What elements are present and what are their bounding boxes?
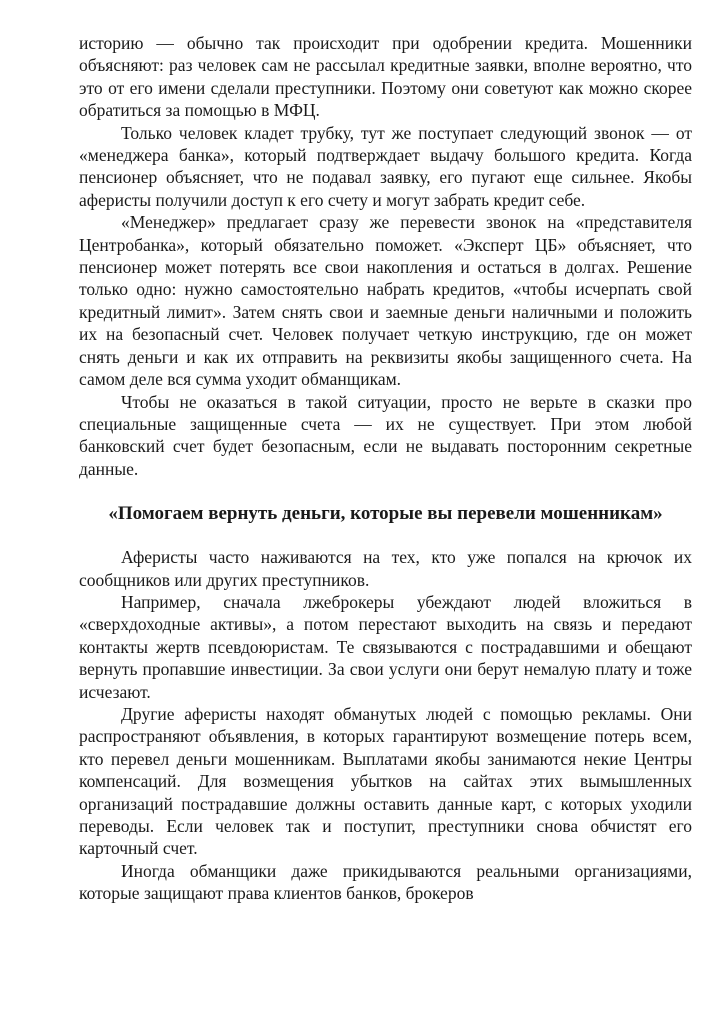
paragraph-manager-offer: «Менеджер» предлагает сразу же перевести звонок на «представителя Центробанка», который обязательно поможет. «Эксперт ЦБ» объясняет, что пенсионер может потерять все свои накопления и остаться в долгах. Решение только одно: нужно самостоятельно набрать кредитов, «чтобы исчерпать свой кредитный лимит». Затем снять свои и заемные деньги наличными и положить их на безопасный счет. Человек получает четкую инструкцию, где он может снять деньги и как их отправить на реквизиты якобы защищенного счета. На самом деле вся сумма уходит обманщикам. (79, 212, 692, 390)
paragraph-advertising: Другие аферисты находят обманутых людей с помощью рекламы. Они распространяют объявления, в которых гарантируют возмещение потерь всем, кто перевел деньги мошенникам. Выплатами якобы занимаются некие Центры компенсаций. Для возмещения убытков на сайтах этих вымышленных организаций пострадавшие должны оставить данные карт, с которых уходили переводы. Если человек так и поступит, преступники снова обчистят его карточный счет. (79, 703, 692, 859)
paragraph-continuation: историю — обычно так происходит при одобрении кредита. Мошенники объясняют: раз человек сам не рассылал кредитные заявки, вполне вероятно, что это от его имени сделали преступники. Поэтому они советуют как можно скорее обратиться за помощью в МФЦ. (79, 33, 692, 121)
paragraph-advice: Чтобы не оказаться в такой ситуации, просто не верьте в сказки про специальные защищенные счета — их не существует. При этом любой банковский счет будет безопасным, если не выдавать посторонним секретные данные. (79, 391, 692, 479)
paragraph-real-organizations: Иногда обманщики даже прикидываются реальными организациями, которые защищают права клиентов банков, брокеров (79, 860, 692, 904)
paragraph-example-brokers: Например, сначала лжеброкеры убеждают людей вложиться в «сверхдоходные активы», а потом перестают выходить на связь и передают контакты жертв псевдоюристам. Те связываются с пострадавшими и обещают вернуть пропавшие инвестиции. За свои услуги они берут немалую плату и тоже исчезают. (79, 591, 692, 702)
section-heading: «Помогаем вернуть деньги, которые вы перевели мошенникам» (108, 503, 663, 525)
paragraph-intro: Аферисты часто наживаются на тех, кто уже попался на крючок их сообщников или других преступников. (79, 547, 692, 590)
paragraph-next-call: Только человек кладет трубку, тут же поступает следующий звонок — от «менеджера банка», который подтверждает выдачу большого кредита. Когда пенсионер объясняет, что не подавал заявку, его пугают еще сильнее. Якобы аферисты получили доступ к его счету и могут забрать кредит себе. (79, 122, 692, 210)
